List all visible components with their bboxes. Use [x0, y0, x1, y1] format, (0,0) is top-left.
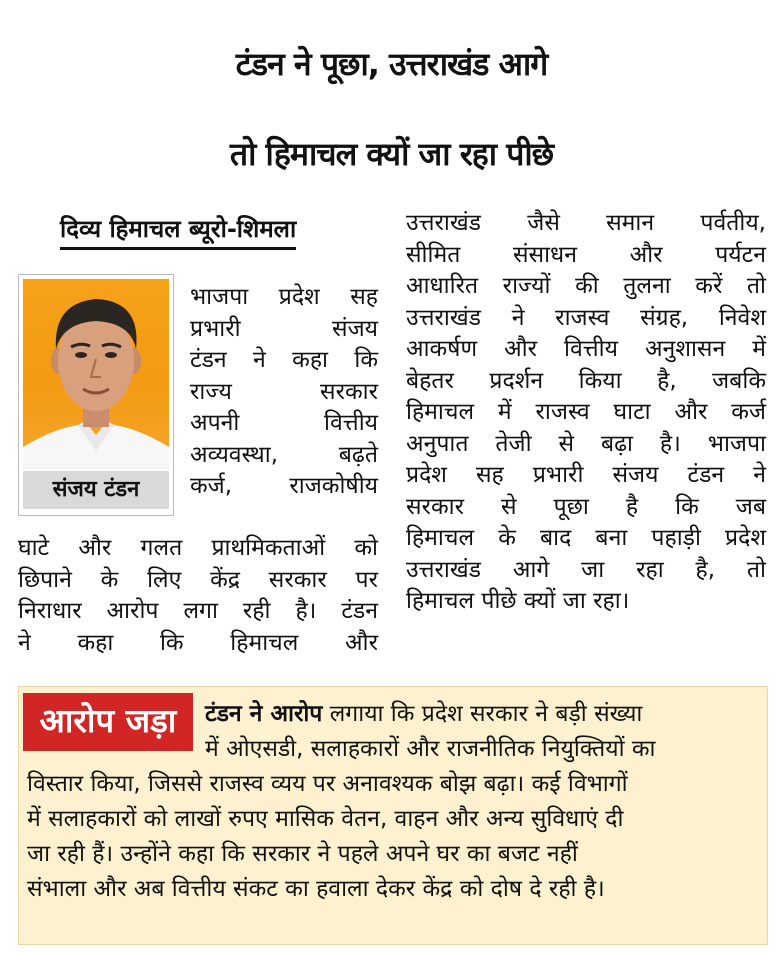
photo-caption: संजय टंडन [23, 471, 169, 509]
photo-box [18, 274, 174, 516]
headline-line-1: टंडन ने पूछा, उत्तराखंड आगे [235, 45, 548, 83]
allegation-line-2: में ओएसडी, सलाहकारों और राजनीतिक नियुक्तियों का [205, 736, 656, 762]
allegation-box [18, 686, 768, 945]
article-line: अपनी वित्तीय [190, 410, 378, 436]
allegation-tag: आरोप जड़ा [23, 693, 193, 751]
article-line: छिपाने के लिए केंद्र सरकार पर [18, 566, 378, 593]
article-right-column [406, 208, 766, 618]
allegation-line: में सलाहकारों को लाखों रुपए मासिक वेतन, वाहन और अन्य सुविधाएं दी [27, 806, 624, 832]
article-left-column-top [190, 282, 378, 503]
article-line: कर्ज, राजकोषीय [190, 473, 378, 499]
article-line: प्रदेश सह प्रभारी संजय टंडन ने [406, 462, 766, 488]
allegation-line-1: लगाया कि प्रदेश सरकार ने बड़ी संख्या [329, 701, 643, 727]
article-line: राज्य सरकार [190, 378, 378, 405]
portrait-icon [23, 279, 169, 469]
allegation-text-bottom [27, 767, 759, 907]
article-line: अव्यवस्था, बढ़ते [190, 441, 378, 468]
allegation-line: संभाला और अब वित्तीय संकट का हवाला देकर केंद्र को दोष दे रही है। [27, 876, 605, 902]
article-line: उत्तराखंड जैसे समान पर्वतीय, [406, 210, 766, 236]
portrait-photo [23, 279, 169, 469]
headline-line-2: तो हिमाचल क्यों जा रहा पीछे [229, 135, 554, 173]
article-line: सरकार से पूछा है कि जब [406, 493, 766, 520]
article-line: उत्तराखंड आगे जा रहा है, तो [406, 556, 766, 583]
article-line: प्रभारी संजय [190, 315, 378, 342]
article-line: अनुपात तेजी से बढ़ा है। भाजपा [406, 430, 766, 457]
article-left-column-bottom [18, 533, 378, 659]
article-line: ने कहा कि हिमाचल और [18, 629, 378, 656]
article-line: बेहतर प्रदर्शन किया है, जबकि [406, 367, 766, 394]
allegation-lead: टंडन ने आरोप [205, 701, 323, 727]
article-line: हिमाचल पीछे क्यों जा रहा। [406, 588, 630, 614]
article-line: सीमित संसाधन और पर्यटन [406, 241, 766, 268]
article-line: हिमाचल के बाद बना पहाड़ी प्रदेश [406, 525, 766, 551]
allegation-line: विस्तार किया, जिससे राजस्व व्यय पर अनावश्यक बोझ बढ़ा। कई विभागों [27, 771, 628, 797]
article-line: घाटे और गलत प्राथमिकताओं को [18, 535, 378, 561]
allegation-line: जा रही हैं। उन्होंने कहा कि सरकार ने पहले अपने घर का बजट नहीं [27, 841, 578, 867]
article-line: उत्तराखंड ने राजस्व संग्रह, निवेश [406, 304, 766, 331]
byline: दिव्य हिमाचल ब्यूरो-शिमला [60, 212, 296, 250]
allegation-text-top [205, 697, 757, 767]
article-line: हिमाचल में राजस्व घाटा और कर्ज [406, 399, 766, 425]
article-line: भाजपा प्रदेश सह [190, 284, 378, 310]
article-line: टंडन ने कहा कि [190, 347, 378, 373]
article-line: आकर्षण और वित्तीय अनुशासन में [406, 336, 766, 362]
article-line: आधारित राज्यों की तुलना करें तो [406, 273, 766, 299]
article-line: निराधार आरोप लगा रही है। टंडन [18, 598, 378, 624]
